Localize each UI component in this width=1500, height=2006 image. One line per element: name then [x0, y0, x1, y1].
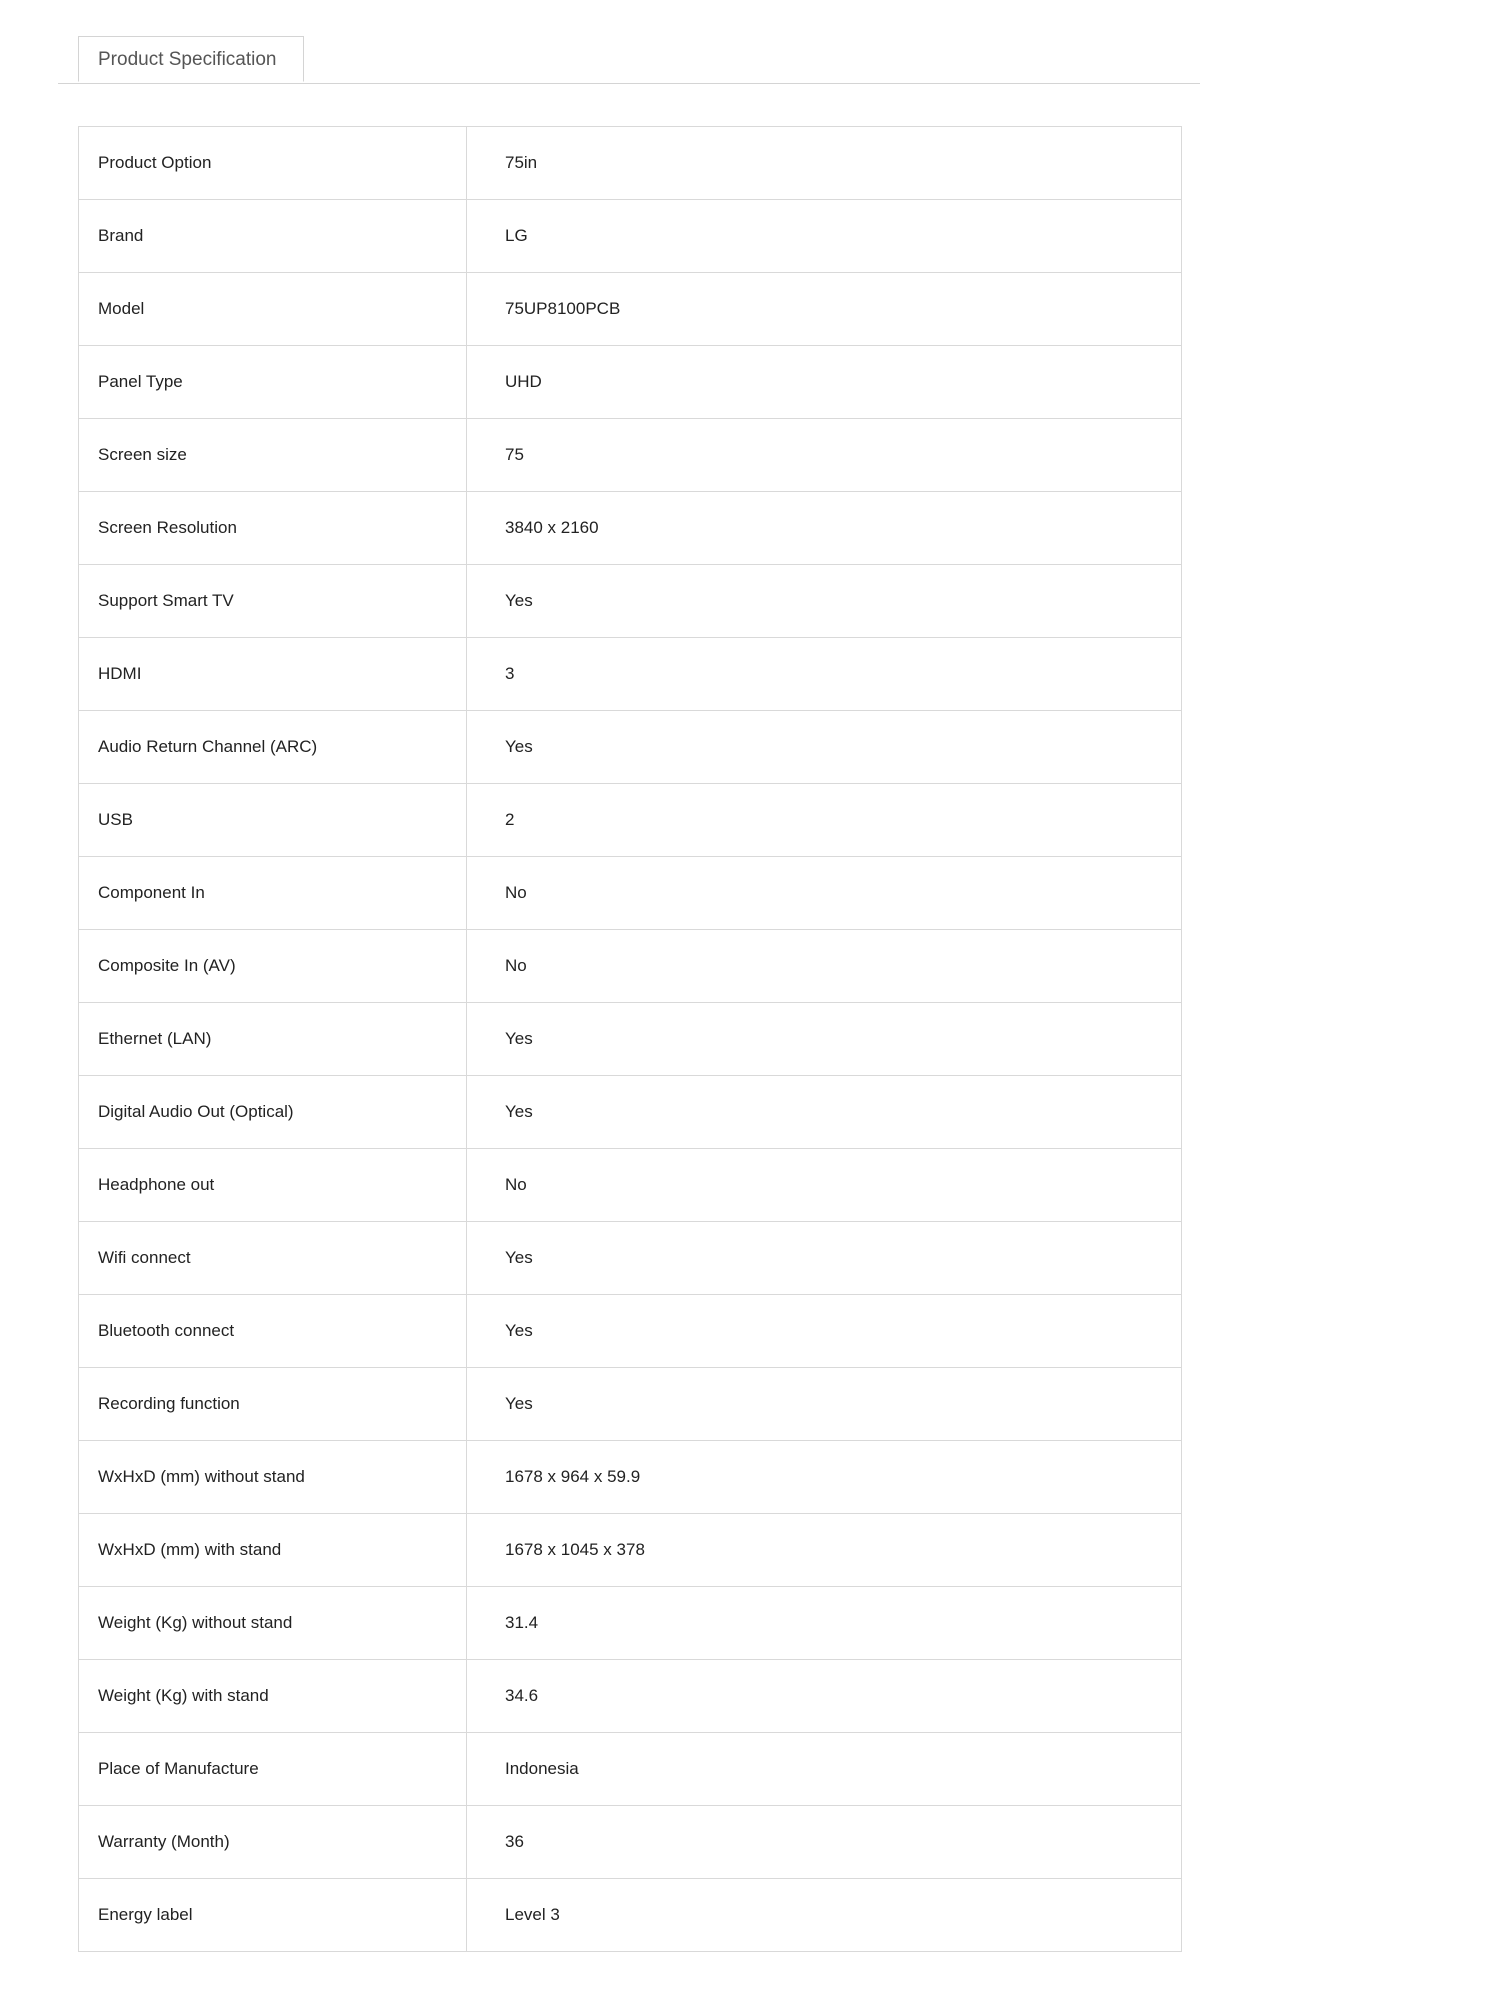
spec-value: Yes — [467, 1076, 1182, 1149]
spec-label: Screen Resolution — [79, 492, 467, 565]
spec-value: 2 — [467, 784, 1182, 857]
spec-label: Support Smart TV — [79, 565, 467, 638]
spec-label: Digital Audio Out (Optical) — [79, 1076, 467, 1149]
table-row — [79, 1295, 1182, 1368]
spec-value: 31.4 — [467, 1587, 1182, 1660]
spec-value: UHD — [467, 346, 1182, 419]
table-row — [79, 1441, 1182, 1514]
spec-label: Model — [79, 273, 467, 346]
spec-value: Yes — [467, 711, 1182, 784]
spec-label: Bluetooth connect — [79, 1295, 467, 1368]
table-row — [79, 127, 1182, 200]
spec-value: 1678 x 1045 x 378 — [467, 1514, 1182, 1587]
spec-label: Composite In (AV) — [79, 930, 467, 1003]
spec-label: Ethernet (LAN) — [79, 1003, 467, 1076]
table-row — [79, 711, 1182, 784]
spec-label: Warranty (Month) — [79, 1806, 467, 1879]
spec-value: Level 3 — [467, 1879, 1182, 1952]
spec-value: Yes — [467, 1222, 1182, 1295]
spec-label: Screen size — [79, 419, 467, 492]
spec-value: 3 — [467, 638, 1182, 711]
spec-value: LG — [467, 200, 1182, 273]
spec-label: Brand — [79, 200, 467, 273]
spec-label: HDMI — [79, 638, 467, 711]
spec-label: Audio Return Channel (ARC) — [79, 711, 467, 784]
table-row — [79, 492, 1182, 565]
spec-label: WxHxD (mm) with stand — [79, 1514, 467, 1587]
table-row — [79, 1222, 1182, 1295]
spec-label: Weight (Kg) without stand — [79, 1587, 467, 1660]
table-row — [79, 1733, 1182, 1806]
table-row — [79, 638, 1182, 711]
spec-value: Yes — [467, 1003, 1182, 1076]
spec-value: Indonesia — [467, 1733, 1182, 1806]
table-row — [79, 565, 1182, 638]
spec-label: WxHxD (mm) without stand — [79, 1441, 467, 1514]
table-row — [79, 1368, 1182, 1441]
table-row — [79, 1660, 1182, 1733]
table-row — [79, 273, 1182, 346]
spec-label: Product Option — [79, 127, 467, 200]
spec-label: Weight (Kg) with stand — [79, 1660, 467, 1733]
spec-label: Energy label — [79, 1879, 467, 1952]
table-row — [79, 1076, 1182, 1149]
spec-value: No — [467, 930, 1182, 1003]
spec-table — [78, 126, 1182, 1952]
spec-value: 1678 x 964 x 59.9 — [467, 1441, 1182, 1514]
table-row — [79, 346, 1182, 419]
spec-value: 3840 x 2160 — [467, 492, 1182, 565]
table-row — [79, 930, 1182, 1003]
spec-value: Yes — [467, 1295, 1182, 1368]
table-row — [79, 1514, 1182, 1587]
spec-label: Recording function — [79, 1368, 467, 1441]
table-row — [79, 1149, 1182, 1222]
spec-value: Yes — [467, 1368, 1182, 1441]
spec-label: USB — [79, 784, 467, 857]
table-row — [79, 1003, 1182, 1076]
table-row — [79, 1587, 1182, 1660]
table-row — [79, 419, 1182, 492]
spec-value: No — [467, 857, 1182, 930]
spec-value: Yes — [467, 565, 1182, 638]
table-row — [79, 200, 1182, 273]
spec-label: Component In — [79, 857, 467, 930]
spec-value: 75UP8100PCB — [467, 273, 1182, 346]
spec-label: Panel Type — [79, 346, 467, 419]
tab-bar — [58, 36, 1200, 84]
spec-label: Headphone out — [79, 1149, 467, 1222]
table-row — [79, 857, 1182, 930]
spec-table-body — [79, 127, 1182, 1952]
table-row — [79, 1806, 1182, 1879]
spec-value: 75 — [467, 419, 1182, 492]
table-row — [79, 784, 1182, 857]
spec-value: 36 — [467, 1806, 1182, 1879]
spec-value: 75in — [467, 127, 1182, 200]
spec-label: Wifi connect — [79, 1222, 467, 1295]
tab-product-specification[interactable]: Product Specification — [78, 36, 304, 82]
spec-label: Place of Manufacture — [79, 1733, 467, 1806]
table-row — [79, 1879, 1182, 1952]
spec-value: 34.6 — [467, 1660, 1182, 1733]
spec-value: No — [467, 1149, 1182, 1222]
